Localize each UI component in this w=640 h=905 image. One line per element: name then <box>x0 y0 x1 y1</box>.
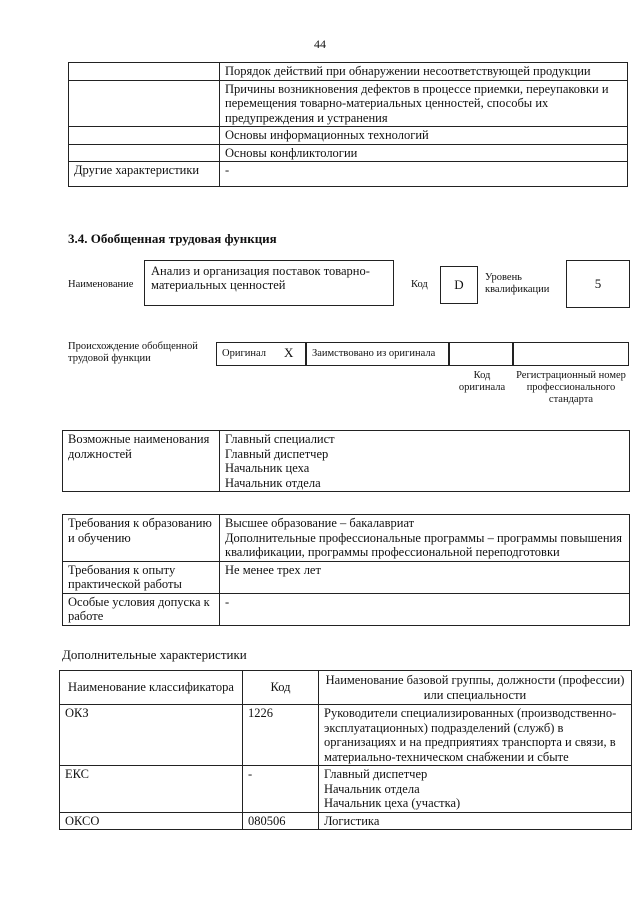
uroven-label: Уровень квалификации <box>485 272 550 295</box>
list-item: Главный диспетчер <box>225 446 329 461</box>
naim-value: Анализ и организация поставок товарно-материальных ценностей <box>144 260 394 306</box>
reg-number-caption: Регистрационный номер профессионального стандарта <box>516 370 626 405</box>
names-cell <box>319 705 632 766</box>
code-cell: 1226 <box>243 705 319 766</box>
column-header: Код <box>243 671 319 705</box>
kod-original-caption: Код оригинала <box>458 370 506 393</box>
additional-characteristics-table <box>59 670 632 830</box>
table-row <box>69 63 628 81</box>
table-row <box>63 431 630 492</box>
list-item: Начальник отдела <box>324 781 420 796</box>
table-row <box>63 561 630 593</box>
table-row <box>63 593 630 625</box>
uroven-value: 5 <box>566 260 630 308</box>
row-value: Основы конфликтологии <box>220 144 628 162</box>
list-item: Высшее образование – бакалавриат <box>225 516 415 530</box>
zaim-label: Заимствовано из оригинала <box>312 348 436 359</box>
row-label <box>69 144 220 162</box>
code-cell: 080506 <box>243 812 319 830</box>
reg-number-box <box>513 342 629 366</box>
table-row <box>69 80 628 127</box>
list-item: Главный диспетчер <box>324 767 428 781</box>
list-item: Руководители специализированных (производственно-эксплуатационных) подразделений (служб) в организациях и на предприятиях транспорта и связи, в материально-техническом снабжении и сбыте <box>324 706 617 764</box>
row-label: Требования к образованию и обучению <box>63 515 220 562</box>
list-item: Начальник цеха (участка) <box>324 796 461 810</box>
row-label <box>69 63 220 81</box>
names-cell <box>319 766 632 813</box>
row-label <box>69 80 220 127</box>
row-label: Возможные наименования должностей <box>63 431 220 492</box>
row-value: - <box>220 593 630 625</box>
list-item: Начальник цеха <box>225 461 310 475</box>
job-titles-table <box>62 430 630 492</box>
table-row <box>60 812 632 830</box>
proish-label: Происхождение обобщенной трудовой функции <box>68 341 198 364</box>
row-label: Особые условия допуска к работе <box>63 593 220 625</box>
list-item: Главный специалист <box>225 432 335 446</box>
classifier-cell: ЕКС <box>60 766 243 813</box>
row-value <box>220 515 630 562</box>
classifier-cell: ОКЗ <box>60 705 243 766</box>
list-item: Логистика <box>324 813 380 828</box>
table-row <box>69 127 628 145</box>
row-value: Не менее трех лет <box>220 561 630 593</box>
section-title: 3.4. Обобщенная трудовая функция <box>68 231 277 246</box>
table-header-row <box>60 671 632 705</box>
table-row <box>69 162 628 187</box>
list-item: Дополнительные профессиональные программы – программы повышения квалификации, программы профессиональной переподготовки <box>225 530 622 559</box>
table-row <box>60 766 632 813</box>
row-value: Причины возникновения дефектов в процессе приемки, переупаковки и перемещения товарно-материальных ценностей, способы их предупреждения и устранения <box>220 80 628 127</box>
column-header: Наименование классификатора <box>60 671 243 705</box>
code-cell: - <box>243 766 319 813</box>
original-mark: X <box>284 345 294 360</box>
kod-value: D <box>440 266 478 304</box>
naim-label: Наименование <box>68 279 134 290</box>
list-item: Начальник отдела <box>225 475 321 490</box>
table-row <box>60 705 632 766</box>
row-value: Основы информационных технологий <box>220 127 628 145</box>
additional-characteristics-title: Дополнительные характеристики <box>62 647 247 662</box>
page-number: 44 <box>314 37 326 51</box>
original-label: Оригинал <box>222 348 266 359</box>
names-cell <box>319 812 632 830</box>
row-label: Требования к опыту практической работы <box>63 561 220 593</box>
requirements-table <box>62 514 630 626</box>
row-value: - <box>220 162 628 187</box>
row-value <box>220 431 630 492</box>
top-characteristics-table <box>68 62 628 187</box>
kod-label: Код <box>411 279 428 290</box>
table-row <box>63 515 630 562</box>
table-row <box>69 144 628 162</box>
classifier-cell: ОКСО <box>60 812 243 830</box>
row-label <box>69 127 220 145</box>
row-label: Другие характеристики <box>69 162 220 187</box>
kod-original-box <box>449 342 513 366</box>
row-value: Порядок действий при обнаружении несоответствующей продукции <box>220 63 628 81</box>
column-header: Наименование базовой группы, должности (профессии) или специальности <box>319 671 632 705</box>
